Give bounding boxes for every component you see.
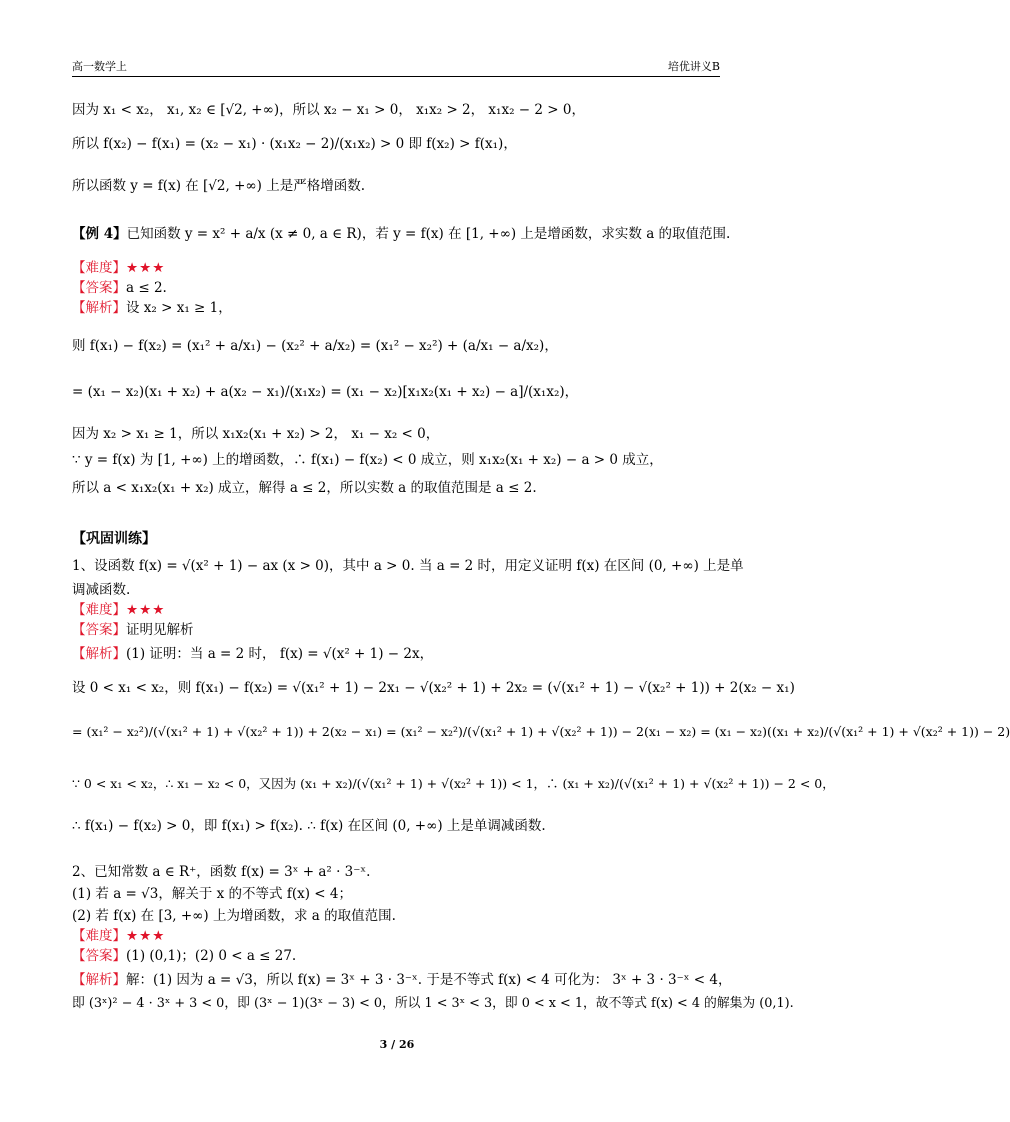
answer-label: 【答案】 [72, 948, 126, 964]
q1-statement-line-1: 1、设函数 f(x) = √(x² + 1) − ax (x > 0)，其中 a > 0. 当 a = 2 时，用定义证明 f(x) 在区间 (0, +∞) 上是单 [72, 558, 744, 574]
q2-statement: 2、已知常数 a ∈ R⁺，函数 f(x) = 3ˣ + a² · 3⁻ˣ. [72, 864, 371, 880]
page-number: 3 / 26 [379, 1038, 415, 1051]
proof-line-2: 所以 f(x₂) − f(x₁) = (x₂ − x₁) · (x₁x₂ − 2)/(x₁x₂) > 0 即 f(x₂) > f(x₁)， [72, 136, 517, 152]
example4-analysis-line-2: 则 f(x₁) − f(x₂) = (x₁² + a/x₁) − (x₂² + a/x₂) = (x₁² − x₂²) + (a/x₁ − a/x₂)， [72, 338, 558, 354]
answer-label: 【答案】 [72, 280, 126, 296]
q1-answer [72, 618, 194, 638]
example4-analysis-line-5: ∵ y = f(x) 为 [1, +∞) 上的增函数，∴ f(x₁) − f(x₂) < 0 成立，则 x₁x₂(x₁ + x₂) − a > 0 成立， [72, 452, 663, 468]
example4-difficulty [72, 256, 165, 276]
q2-analysis-line-2: 即 (3ˣ)² − 4 · 3ˣ + 3 < 0，即 (3ˣ − 1)(3ˣ − 3) < 0，所以 1 < 3ˣ < 3，即 0 < x < 1，故不等式 f(x) < 4 的解集为 (0,1). [72, 996, 794, 1011]
example4-statement: 已知函数 y = x² + a/x (x ≠ 0, a ∈ R)，若 y = f(x) 在 [1, +∞) 上是增函数，求实数 a 的取值范围. [126, 226, 731, 242]
q2-answer [72, 944, 296, 964]
example4-answer [72, 276, 167, 296]
header-course: 高一数学上 [72, 60, 127, 73]
q1-difficulty [72, 598, 165, 618]
q1-analysis-line-1 [72, 642, 433, 662]
answer-text: a ≤ 2. [126, 280, 167, 296]
answer-label: 【答案】 [72, 622, 126, 638]
q2-difficulty [72, 924, 165, 944]
example4-analysis-line-3: = (x₁ − x₂)(x₁ + x₂) + a(x₂ − x₁)/(x₁x₂) = (x₁ − x₂)[x₁x₂(x₁ + x₂) − a]/(x₁x₂)， [72, 384, 579, 400]
q1-analysis-line-4: ∵ 0 < x₁ < x₂，∴ x₁ − x₂ < 0，又因为 (x₁ + x₂)/(√(x₁² + 1) + √(x₂² + 1)) < 1，∴ (x₁ + x₂)/(√(x₁² + 1) + √(x₂² + 1)) − 2 < 0， [72, 776, 835, 791]
consolidation-title: 【巩固训练】 [72, 531, 156, 547]
proof-line-3: 所以函数 y = f(x) 在 [√2, +∞) 上是严格增函数. [72, 178, 365, 194]
page-header [72, 56, 720, 77]
difficulty-label: 【难度】 [72, 260, 126, 276]
analysis-label: 【解析】 [72, 646, 126, 662]
q1-analysis-line-3: = (x₁² − x₂²)/(√(x₁² + 1) + √(x₂² + 1)) + 2(x₂ − x₁) = (x₁² − x₂²)/(√(x₁² + 1) + √(x₂² + 1)) − 2(x₁ − x₂) = (x₁ − x₂)((x₁ + x₂)/(√(x₁² + 1) + √(x₂² + 1)) − 2) [72, 724, 1010, 739]
analysis-label: 【解析】 [72, 300, 126, 316]
q1-analysis-line-5: ∴ f(x₁) − f(x₂) > 0，即 f(x₁) > f(x₂). ∴ f(x) 在区间 (0, +∞) 上是单调减函数. [72, 818, 546, 834]
example4-analysis-line-6: 所以 a < x₁x₂(x₁ + x₂) 成立，解得 a ≤ 2，所以实数 a 的取值范围是 a ≤ 2. [72, 480, 537, 496]
example4-analysis-line-1 [72, 296, 232, 316]
difficulty-stars: ★★★ [126, 928, 166, 944]
q2-part1: (1) 若 a = √3，解关于 x 的不等式 f(x) < 4； [72, 886, 352, 902]
proof-line-1: 因为 x₁ < x₂， x₁, x₂ ∈ [√2, +∞)，所以 x₂ − x₁ > 0， x₁x₂ > 2， x₁x₂ − 2 > 0， [72, 102, 585, 118]
difficulty-stars: ★★★ [126, 260, 166, 276]
example4-statement-line [72, 222, 730, 242]
example4-analysis-line-4: 因为 x₂ > x₁ ≥ 1，所以 x₁x₂(x₁ + x₂) > 2， x₁ − x₂ < 0， [72, 426, 440, 442]
q2-part2: (2) 若 f(x) 在 [3, +∞) 上为增函数，求 a 的取值范围. [72, 908, 396, 924]
example4-tag: 【例 4】 [72, 226, 127, 242]
difficulty-stars: ★★★ [126, 602, 166, 618]
difficulty-label: 【难度】 [72, 928, 126, 944]
q2-analysis-line-1 [72, 968, 731, 988]
analysis-label: 【解析】 [72, 972, 126, 988]
analysis-text: 设 x₂ > x₁ ≥ 1， [126, 300, 232, 316]
answer-text: 证明见解析 [126, 622, 194, 638]
difficulty-label: 【难度】 [72, 602, 126, 618]
header-series: 培优讲义B [667, 60, 720, 73]
analysis-text: 解：(1) 因为 a = √3，所以 f(x) = 3ˣ + 3 · 3⁻ˣ. 于是不等式 f(x) < 4 可化为： 3ˣ + 3 · 3⁻ˣ < 4， [126, 972, 732, 988]
q1-statement-line-2: 调减函数. [72, 582, 131, 598]
answer-text: (1) (0,1)；(2) 0 < a ≤ 27. [126, 948, 297, 964]
q1-analysis-line-2: 设 0 < x₁ < x₂，则 f(x₁) − f(x₂) = √(x₁² + 1) − 2x₁ − √(x₂² + 1) + 2x₂ = (√(x₁² + 1) − √(x₂² + 1)) + 2(x₂ − x₁) [72, 680, 795, 696]
analysis-text: (1) 证明：当 a = 2 时， f(x) = √(x² + 1) − 2x， [126, 646, 434, 662]
